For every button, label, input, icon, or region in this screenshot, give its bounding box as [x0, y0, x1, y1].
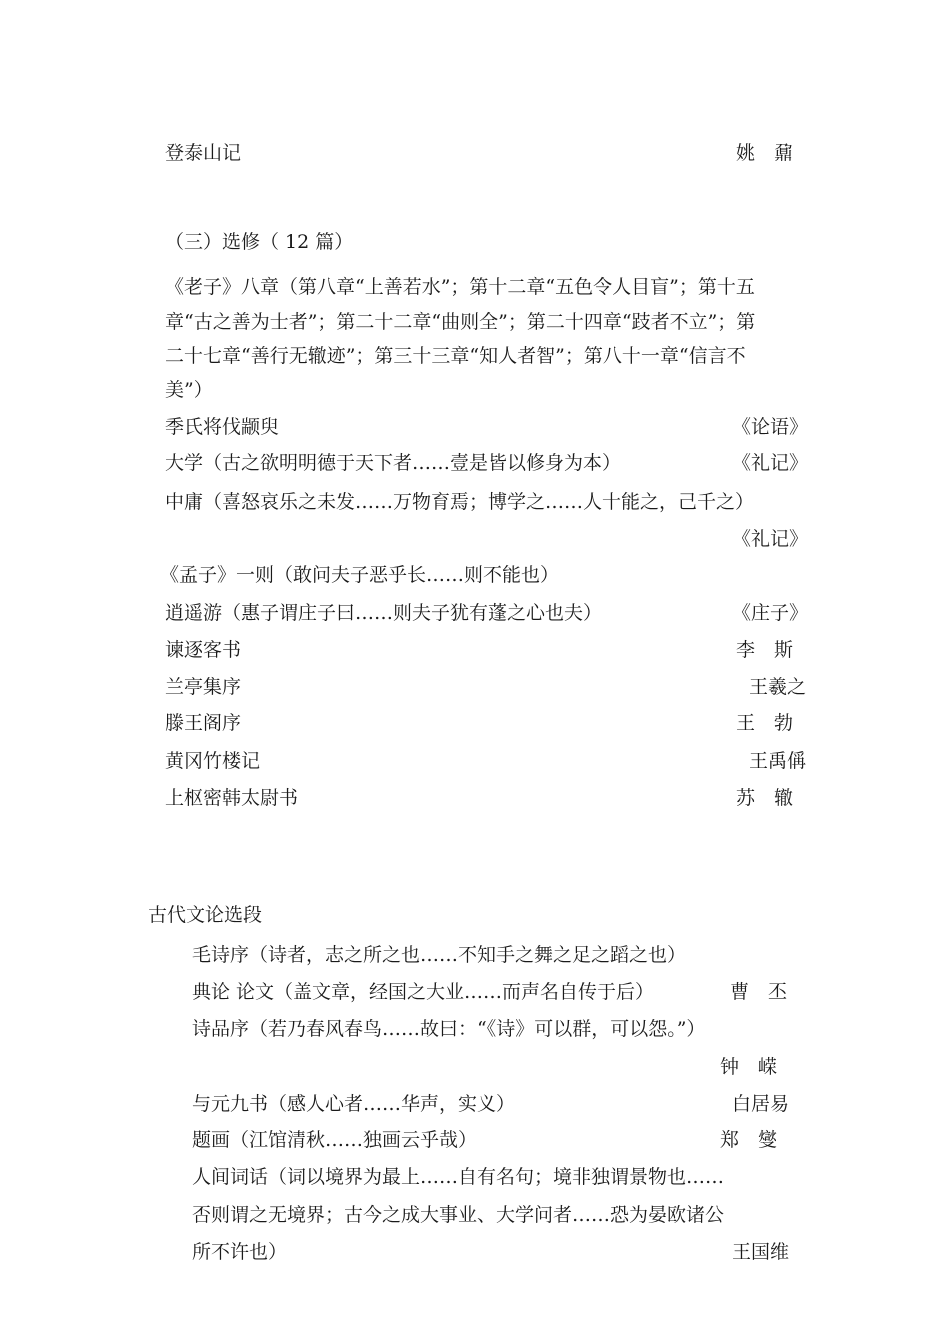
essay-author: 姚 鼐	[736, 142, 794, 164]
list-item-author: 《礼记》	[732, 528, 809, 550]
section-heading-theory: 古代文论选段	[148, 904, 263, 926]
list-item-title: 上枢密韩太尉书	[165, 787, 299, 809]
list-item-author: 钟 嵘	[720, 1056, 778, 1078]
list-item-title: 逍遥游（惠子谓庄子曰……则夫子犹有蓬之心也夫）	[165, 602, 603, 624]
list-item-title: 与元九书（感人心者……华声，实义）	[192, 1093, 516, 1115]
list-item-author: 《论语》	[732, 416, 809, 438]
list-item-title: 中庸（喜怒哀乐之未发……万物育焉；博学之……人十能之，己千之）	[165, 491, 755, 513]
list-item-title: 《孟子》一则（敢问夫子恶乎长……则不能也）	[160, 564, 560, 586]
laozi-line: 二十七章“善行无辙迹”；第三十三章“知人者智”；第八十一章“信言不	[165, 345, 746, 367]
list-item-author: 王国维	[732, 1241, 790, 1263]
list-item-title: 典论 论文（盖文章，经国之大业……而声名自传于后）	[192, 981, 655, 1003]
section-heading-elective: （三）选修（ 12 篇）	[165, 231, 354, 253]
list-item-title: 兰亭集序	[165, 676, 242, 698]
laozi-line: 美”）	[165, 379, 213, 401]
laozi-line: 《老子》八章（第八章“上善若水”；第十二章“五色令人目盲”；第十五	[165, 276, 755, 298]
list-item-title: 毛诗序（诗者，志之所之也……不知手之舞之足之蹈之也）	[192, 944, 687, 966]
essay-title: 登泰山记	[165, 142, 242, 164]
list-item-author: 王禹偁	[749, 750, 807, 772]
list-item-title: 题画（江馆清秋……独画云乎哉）	[192, 1129, 478, 1151]
laozi-line: 章“古之善为士者”；第二十二章“曲则全”；第二十四章“跂者不立”；第	[165, 311, 756, 333]
list-item-title: 滕王阁序	[165, 712, 242, 734]
list-item-author: 白居易	[732, 1093, 790, 1115]
list-item-title: 人间词话（词以境界为最上……自有名句；境非独谓景物也……	[192, 1166, 725, 1188]
list-item-title: 季氏将伐颛臾	[165, 416, 280, 438]
list-item-author: 《庄子》	[732, 602, 809, 624]
list-item-author: 李 斯	[736, 639, 794, 661]
list-item-author: 王羲之	[749, 676, 807, 698]
list-item-author: 王 勃	[736, 712, 794, 734]
list-item-title: 所不许也）	[192, 1241, 288, 1263]
list-item-title: 否则谓之无境界；古今之成大事业、大学问者……恐为晏欧诸公	[192, 1204, 725, 1226]
list-item-author: 《礼记》	[732, 452, 809, 474]
list-item-title: 黄冈竹楼记	[165, 750, 261, 772]
list-item-author: 郑 燮	[720, 1129, 778, 1151]
list-item-title: 谏逐客书	[165, 639, 242, 661]
list-item-title: 诗品序（若乃春风春鸟……故曰：“《诗》可以群，可以怨。”）	[192, 1018, 706, 1040]
list-item-title: 大学（古之欲明明德于天下者……壹是皆以修身为本）	[165, 452, 622, 474]
list-item-author: 苏 辙	[736, 787, 794, 809]
list-item-author: 曹 丕	[730, 981, 788, 1003]
